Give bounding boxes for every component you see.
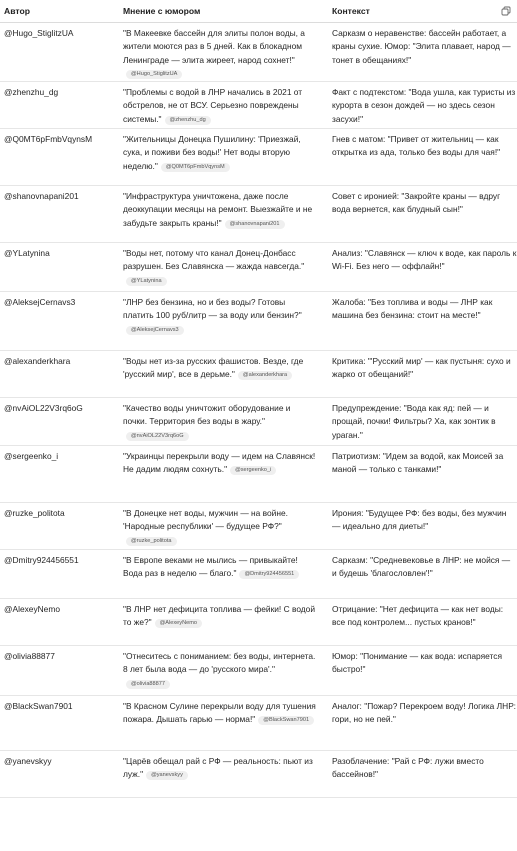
table-row: [0, 550, 517, 599]
quote-text: "Жительницы Донецка Пушилину: 'Приезжай, сука, и поживи без воды!' Нет воды вторую неделю.": [123, 134, 301, 171]
source-chip[interactable]: @zhenzhu_dg: [165, 116, 211, 125]
table-header: [0, 0, 517, 23]
quote-text: "Отнеситесь с пониманием: без воды, интернета. 8 лет была вода — до 'русского мира'.": [123, 651, 316, 675]
table-row: [0, 599, 517, 646]
author-handle[interactable]: @yanevskyy: [4, 756, 52, 766]
quote-text: "Царёв обещал рай с РФ — реальность: пьют из луж.": [123, 756, 313, 780]
context-text: Юмор: "Понимание — как вода: испаряется быстро!": [332, 651, 502, 675]
copy-icon[interactable]: [501, 6, 511, 16]
humor-quote: [104, 186, 316, 242]
table-row: [0, 503, 517, 550]
context-text: Предупреждение: "Вода как яд: пей — и прощай, почки! Фильтры? Ха, как зонтик в ураган.": [332, 403, 496, 440]
context-text: Разоблачение: "Рай с РФ: лужи вместо бассейнов!": [332, 756, 484, 780]
source-chip[interactable]: @YLatynina: [126, 277, 167, 286]
humor-quote: [104, 398, 316, 445]
source-chip[interactable]: @yanevskyy: [146, 771, 188, 780]
table-row: [0, 446, 517, 503]
author-handle[interactable]: @ruzke_politota: [4, 508, 65, 518]
context-text: Ирония: "Будущее РФ: без воды, без мужчин — идеально для диеты!": [332, 508, 507, 532]
table-row: [0, 351, 517, 398]
source-chip[interactable]: @Hugo_StiglitzUA: [126, 70, 182, 79]
context-text: Сарказм: "Средневековье в ЛНР: не мойся — и будешь 'благословлен'!": [332, 555, 511, 579]
humor-quote: [104, 129, 316, 185]
table-row: [0, 696, 517, 751]
table-row: [0, 186, 517, 243]
quote-text: "Воды нет из-за русских фашистов. Везде, где 'русский мир', все в дерьме.": [123, 356, 304, 380]
quote-text: "Воды нет, потому что канал Донец-Донбасс разрушен. Без Славянска — жажда навсегда.": [123, 248, 305, 272]
humor-quote: [104, 696, 316, 750]
humor-quote: [104, 351, 316, 397]
humor-quote: [104, 292, 316, 350]
source-chip[interactable]: @Dmitry924456551: [239, 570, 299, 579]
table-row: [0, 129, 517, 186]
humor-quote: [104, 243, 316, 291]
author-handle[interactable]: @AlexeyNemo: [4, 604, 60, 614]
context-text: Отрицание: "Нет дефицита — как нет воды: все под контролем... пустых кранов!": [332, 604, 504, 628]
author-handle[interactable]: @nvAiOL22V3rq6oG: [4, 403, 83, 413]
header-author: Автор: [4, 6, 30, 16]
humor-quote: [104, 646, 316, 695]
humor-quote: [104, 446, 316, 502]
header-humor: Мнение с юмором: [123, 6, 201, 16]
header-context: Контекст: [332, 6, 370, 16]
source-chip[interactable]: @Q0MT6pFmbVqynsM: [161, 163, 230, 172]
context-text: Факт с подтекстом: "Вода ушла, как туристы из курорта в сезон дождей — но здесь сезон засухи!": [332, 87, 516, 124]
table-row: [0, 646, 517, 696]
source-chip[interactable]: @alexanderkhara: [238, 371, 292, 380]
table-row: [0, 398, 517, 446]
quote-text: "В Макеевке бассейн для элиты полон воды, а жители моются раз в 5 дней. Как в блокадном Ленинграде — элита жиреет, народ сохнет!": [123, 28, 305, 65]
table-row: [0, 243, 517, 292]
source-chip[interactable]: @nvAiOL22V3rq6oG: [126, 432, 189, 441]
humor-quote: [104, 599, 316, 645]
author-handle[interactable]: @Q0MT6pFmbVqynsM: [4, 134, 93, 144]
author-handle[interactable]: @BlackSwan7901: [4, 701, 73, 711]
author-handle[interactable]: @AleksejCernavs3: [4, 297, 76, 307]
quote-text: "В Красном Сулине перекрыли воду для тушения пожара. Дышать гарью — норма!": [123, 701, 316, 725]
author-handle[interactable]: @shanovnapani201: [4, 191, 79, 201]
humor-quote: [104, 23, 316, 81]
quote-text: "ЛНР без бензина, но и без воды? Готовы платить 100 руб/литр — за воду или бензин?": [123, 297, 302, 321]
author-handle[interactable]: @Hugo_StiglitzUA: [4, 28, 74, 38]
author-handle[interactable]: @olivia88877: [4, 651, 55, 661]
humor-quote: [104, 550, 316, 598]
author-handle[interactable]: @zhenzhu_dg: [4, 87, 59, 97]
author-handle[interactable]: @Dmitry924456551: [4, 555, 79, 565]
source-chip[interactable]: @olivia88877: [126, 680, 170, 689]
table-row: [0, 751, 517, 798]
quote-text: "В Донецке нет воды, мужчин — на войне. 'Народные республики' — будущее РФ?": [123, 508, 288, 532]
table-row: [0, 82, 517, 129]
quote-text: "В ЛНР нет дефицита топлива — фейки! С водой то же?": [123, 604, 316, 628]
humor-quote: [104, 503, 316, 549]
source-chip[interactable]: @BlackSwan7901: [258, 716, 314, 725]
author-handle[interactable]: @alexanderkhara: [4, 356, 71, 366]
source-chip[interactable]: @sergeenko_i: [230, 466, 276, 475]
table-row: [0, 292, 517, 351]
source-chip[interactable]: @ruzke_politota: [126, 537, 177, 546]
context-text: Гнев с матом: "Привет от жительниц — как открытка из ада, только без воды для чая!": [332, 134, 501, 158]
context-text: Сарказм о неравенстве: бассейн работает, а краны сухие. Юмор: "Элита плавает, народ — тонет в обещаниях!": [332, 28, 511, 65]
quote-text: "Украинцы перекрыли воду — идем на Славянск! Не дадим людям сохнуть.": [123, 451, 316, 475]
source-chip[interactable]: @shanovnapani201: [225, 220, 285, 229]
context-text: Анализ: "Славянск — ключ к воде, как пароль к Wi-Fi. Без него — оффлайн!": [332, 248, 517, 272]
humor-quote: [104, 82, 316, 128]
quote-text: "Проблемы с водой в ЛНР начались в 2021 от обстрелов, не от ВСУ. Серьезно повреждены системы.": [123, 87, 303, 124]
quote-text: "Качество воды уничтожит оборудование и почки. Территория без воды в жару.": [123, 403, 291, 427]
author-handle[interactable]: @sergeenko_i: [4, 451, 59, 461]
context-text: Аналог: "Пожар? Перекроем воду! Логика ЛНР: гори, но не пей.": [332, 701, 516, 725]
humor-quote: [104, 751, 316, 797]
context-text: Совет с иронией: "Закройте краны — вдруг вода вернется, как блудный сын!": [332, 191, 501, 215]
quote-text: "Инфраструктура уничтожена, даже после деоккупации месяцы на ремонт. Выезжайте и не забудьте закрыть краны!": [123, 191, 313, 228]
context-text: Жалоба: "Без топлива и воды — ЛНР как машина без бензина: стоит на месте!": [332, 297, 493, 321]
source-chip[interactable]: @AleksejCernavs3: [126, 326, 184, 335]
context-text: Критика: "'Русский мир' — как пустыня: сухо и жарко от обещаний!": [332, 356, 511, 380]
source-chip[interactable]: @AlexeyNemo: [155, 619, 202, 628]
author-handle[interactable]: @YLatynina: [4, 248, 50, 258]
quote-text: "В Европе веками не мылись — привыкайте! Вода раз в неделю — благо.": [123, 555, 298, 579]
context-text: Патриотизм: "Идем за водой, как Моисей за маной — только с танками!": [332, 451, 504, 475]
table-row: [0, 23, 517, 82]
